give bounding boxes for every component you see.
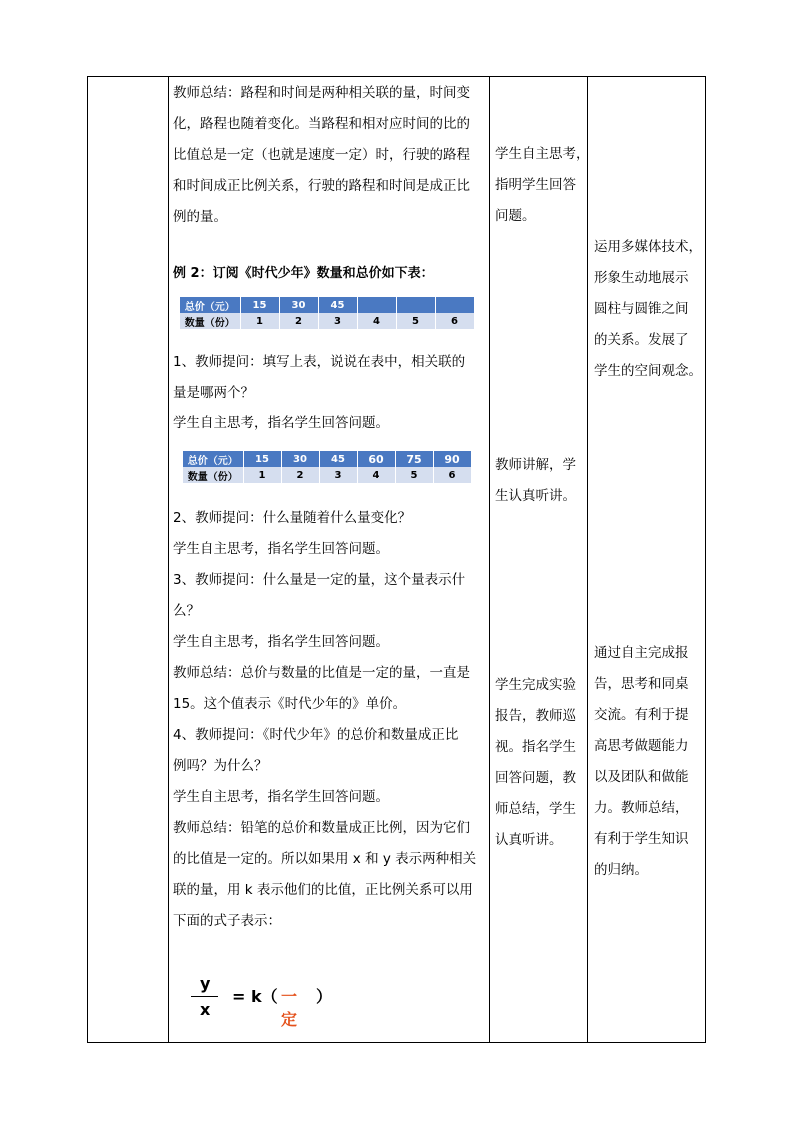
formula-close: ）	[316, 987, 333, 1006]
text-line: 教师讲解，学	[495, 457, 576, 473]
text-line: 师总结，学生	[495, 801, 576, 817]
text-line: 4、教师提问：《时代少年》的总价和数量成正比	[173, 727, 459, 743]
text-line: 高思考做题能力	[594, 738, 689, 754]
formula-constant: 一定	[281, 987, 298, 1029]
formula-denominator: x	[200, 1000, 211, 1019]
table-cell: 1	[243, 467, 281, 483]
table-cell	[396, 297, 435, 313]
text-line: 教师总结：总价与数量的比值是一定的量，一直是	[173, 665, 470, 681]
text-line: 联的量，用 k 表示他们的比值，正比例关系可以用	[173, 882, 473, 898]
student-answer-3: 学生自主思考，指名学生回答问题。	[173, 634, 389, 650]
fraction-bar	[191, 996, 218, 997]
column-divider	[587, 77, 588, 1042]
text-line: 圆柱与圆锥之间	[594, 301, 689, 317]
text-line: 报告，教师巡	[495, 708, 576, 724]
student-answer-2: 学生自主思考，指名学生回答问题。	[173, 541, 389, 557]
text-line: 回答问题，教	[495, 770, 576, 786]
table-cell: 45	[319, 451, 357, 467]
table-cell: 2	[279, 313, 318, 329]
text-line: 15。这个值表示《时代少年的》单价。	[173, 696, 407, 712]
price-table-blank	[180, 297, 475, 329]
table-cell-filled: 60	[357, 451, 395, 467]
text-line: 的关系。发展了	[594, 332, 689, 348]
text-line: 形象生动地展示	[594, 270, 689, 286]
text-line: 和时间成正比例关系，行驶的路程和时间是成正比	[173, 178, 470, 194]
table-cell: 30	[279, 297, 318, 313]
text-line: 指明学生回答	[495, 177, 576, 193]
student-answer-1: 学生自主思考，指名学生回答问题。	[173, 415, 389, 431]
text-line: 学生完成实验	[495, 677, 576, 693]
column-divider	[168, 77, 169, 1042]
text-line: 么？	[173, 603, 200, 619]
text-line: 力。教师总结，	[594, 800, 689, 816]
text-line: 认真听讲。	[495, 832, 563, 848]
text-line: 运用多媒体技术，	[594, 239, 702, 255]
question-2: 2、教师提问：什么量随着什么量变化？	[173, 510, 412, 526]
table-header-quantity: 数量（份）	[183, 467, 243, 483]
text-line: 1、教师提问：填写上表，说说在表中，相关联的	[173, 354, 466, 370]
text-line: 下面的式子表示：	[173, 913, 281, 929]
table-cell: 30	[281, 451, 319, 467]
table-cell: 15	[240, 297, 279, 313]
table-cell-filled: 75	[395, 451, 433, 467]
text-line: 的比值是一定的。所以如果用 x 和 y 表示两种相关	[173, 851, 477, 867]
text-line: 问题。	[495, 208, 536, 224]
text-line: 3、教师提问：什么量是一定的量，这个量表示什	[173, 572, 466, 588]
table-cell: 4	[357, 467, 395, 483]
table-cell: 2	[281, 467, 319, 483]
table-header-quantity: 数量（份）	[180, 313, 240, 329]
text-line: 生认真听讲。	[495, 488, 576, 504]
table-cell: 45	[318, 297, 357, 313]
table-cell: 6	[433, 467, 471, 483]
text-line: 通过自主完成报	[594, 645, 689, 661]
text-line: 视。指名学生	[495, 739, 576, 755]
text-line: 例吗？为什么？	[173, 758, 268, 774]
text-line: 有利于学生知识	[594, 831, 689, 847]
text-line: 的归纳。	[594, 862, 648, 878]
table-cell: 5	[395, 467, 433, 483]
table-cell: 3	[319, 467, 357, 483]
column-divider	[489, 77, 490, 1042]
table-cell-filled: 90	[433, 451, 471, 467]
price-table-filled	[183, 451, 472, 483]
text-line: 教师总结：路程和时间是两种相关联的量，时间变	[173, 85, 470, 101]
text-line: 学生的空间观念。	[594, 363, 702, 379]
table-cell: 15	[243, 451, 281, 467]
student-answer-4: 学生自主思考，指名学生回答问题。	[173, 789, 389, 805]
table-cell	[435, 297, 474, 313]
table-cell: 4	[357, 313, 396, 329]
text-line: 告，思考和同桌	[594, 676, 689, 692]
text-line: 教师总结：铅笔的总价和数量成正比例，因为它们	[173, 820, 470, 836]
table-cell: 3	[318, 313, 357, 329]
text-line: 比值总是一定（也就是速度一定）时，行驶的路程	[173, 147, 470, 163]
formula-numerator: y	[200, 974, 211, 993]
table-header-total: 总价（元）	[183, 451, 243, 467]
text-line: 量是哪两个？	[173, 385, 254, 401]
table-header-total: 总价（元）	[180, 297, 240, 313]
text-line: 以及团队和做能	[594, 769, 689, 785]
example-2-title: 例 2：订阅《时代少年》数量和总价如下表：	[173, 266, 434, 281]
table-cell: 5	[396, 313, 435, 329]
text-line: 学生自主思考，	[495, 146, 590, 162]
text-line: 例的量。	[173, 209, 227, 225]
text-line: 化，路程也随着变化。当路程和相对应时间的比的	[173, 116, 470, 132]
text-line: 交流。有利于提	[594, 707, 689, 723]
table-cell: 6	[435, 313, 474, 329]
formula-equals-k: = k（	[232, 987, 278, 1006]
table-cell	[357, 297, 396, 313]
table-cell: 1	[240, 313, 279, 329]
